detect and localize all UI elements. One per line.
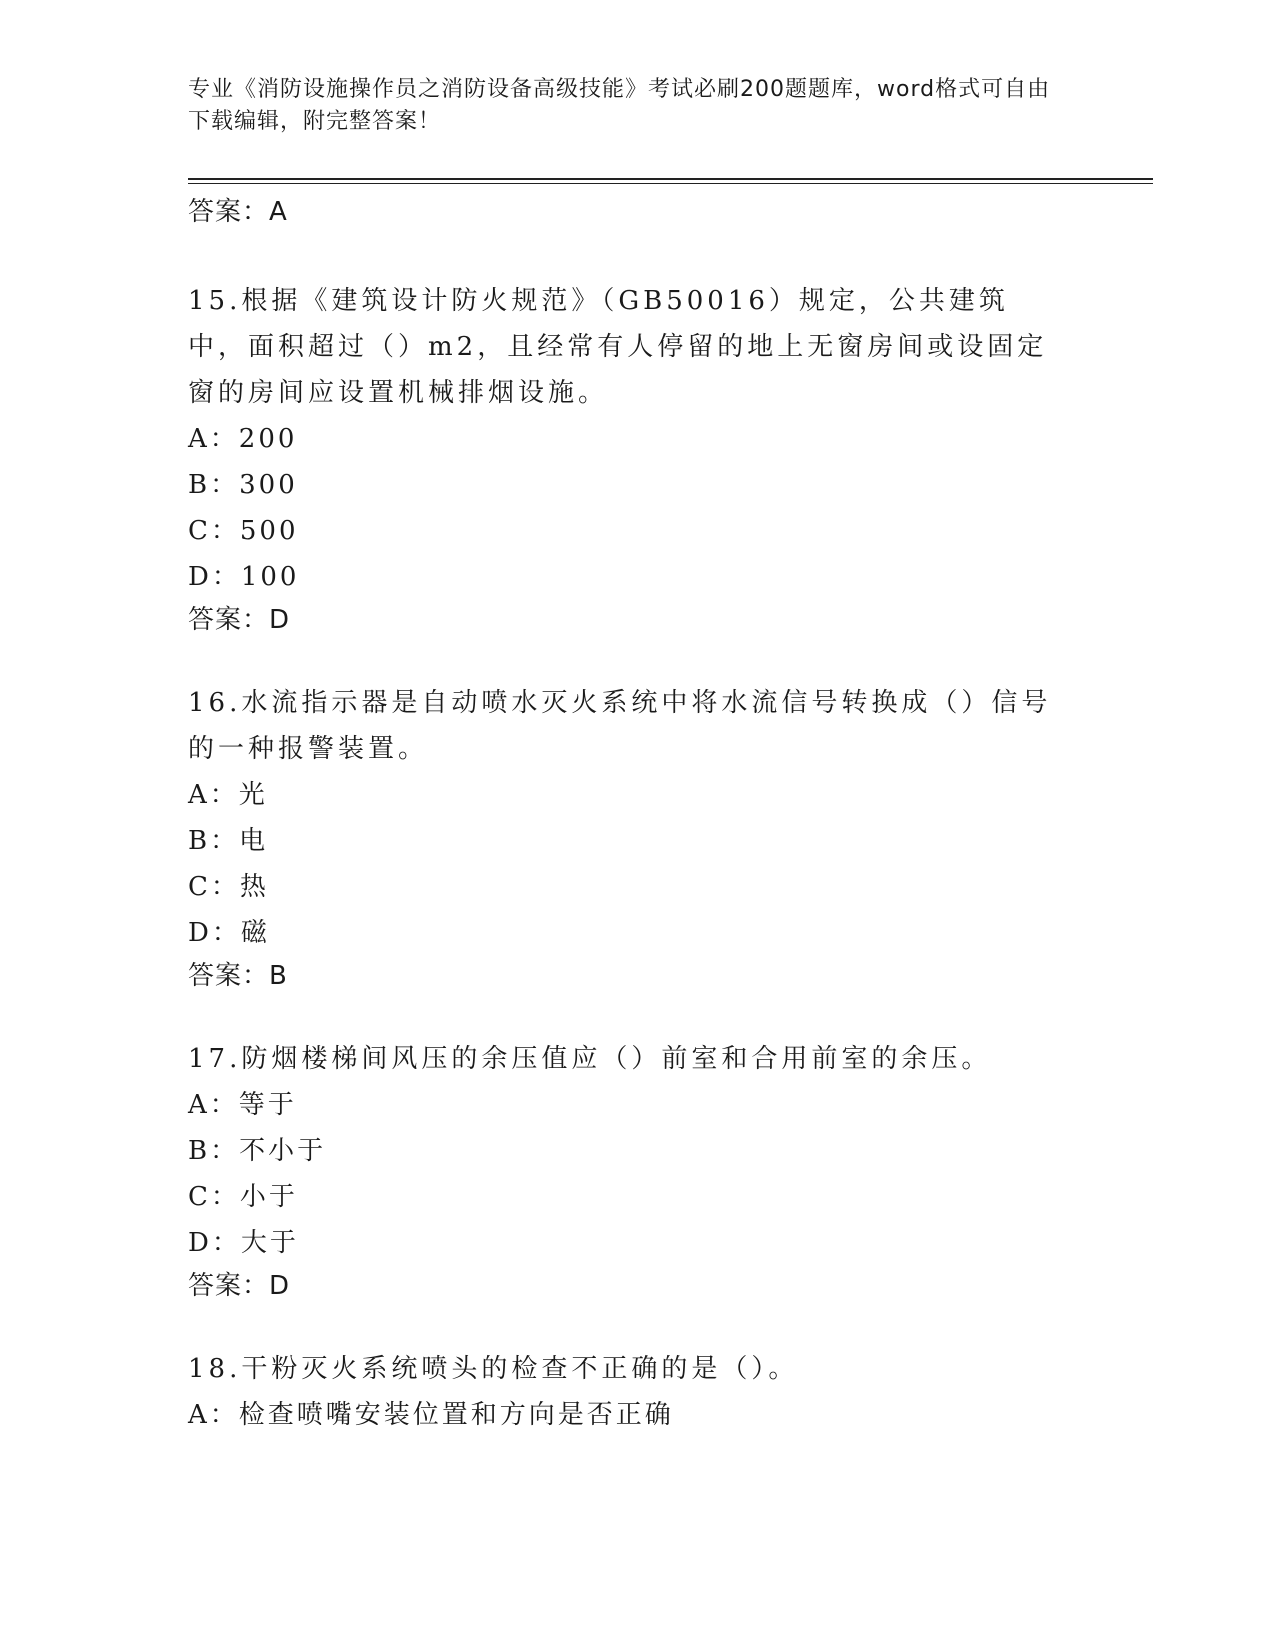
header-divider-thin [188,183,1153,184]
option-a: A：光 [188,780,268,810]
question-text: 16.水流指示器是自动喷水灭火系统中将水流信号转换成（）信号的一种报警装置。 [188,688,1052,764]
option-d: D：大于 [188,1228,299,1258]
answer: 答案：D [188,605,291,635]
question-text: 15.根据《建筑设计防火规范》（GB50016）规定，公共建筑中，面积超过（）m2，且经常有人停留的地上无窗房间或设固定窗的房间应设置机械排烟设施。 [188,286,1048,408]
answer: 答案：B [188,961,288,991]
header-divider-thick [188,178,1153,180]
question-text: 17.防烟楼梯间风压的余压值应（）前室和合用前室的余压。 [188,1044,992,1074]
option-c: C：小于 [188,1182,298,1212]
option-c: C：500 [188,516,299,546]
option-d: D：磁 [188,918,270,948]
question-18 [188,1346,1068,1438]
answer-14: 答案：A [188,197,288,227]
option-a: A：等于 [188,1090,297,1120]
option-d: D：100 [188,562,300,592]
option-c: C：热 [188,872,269,902]
question-15 [188,278,1068,640]
document-header: 专业《消防设施操作员之消防设备高级技能》考试必刷200题题库，word格式可自由下载编辑，附完整答案！ [188,77,1051,134]
option-a: A：检查喷嘴安装位置和方向是否正确 [188,1400,674,1430]
question-text: 18.干粉灭火系统喷头的检查不正确的是（）。 [188,1354,799,1384]
option-b: B：300 [188,470,298,500]
option-a: A：200 [188,424,298,454]
answer: 答案：D [188,1271,291,1301]
question-17 [188,1036,1068,1306]
question-16 [188,680,1068,996]
option-b: B：不小于 [188,1136,327,1166]
question-list [188,192,1068,1478]
option-b: B：电 [188,826,269,856]
